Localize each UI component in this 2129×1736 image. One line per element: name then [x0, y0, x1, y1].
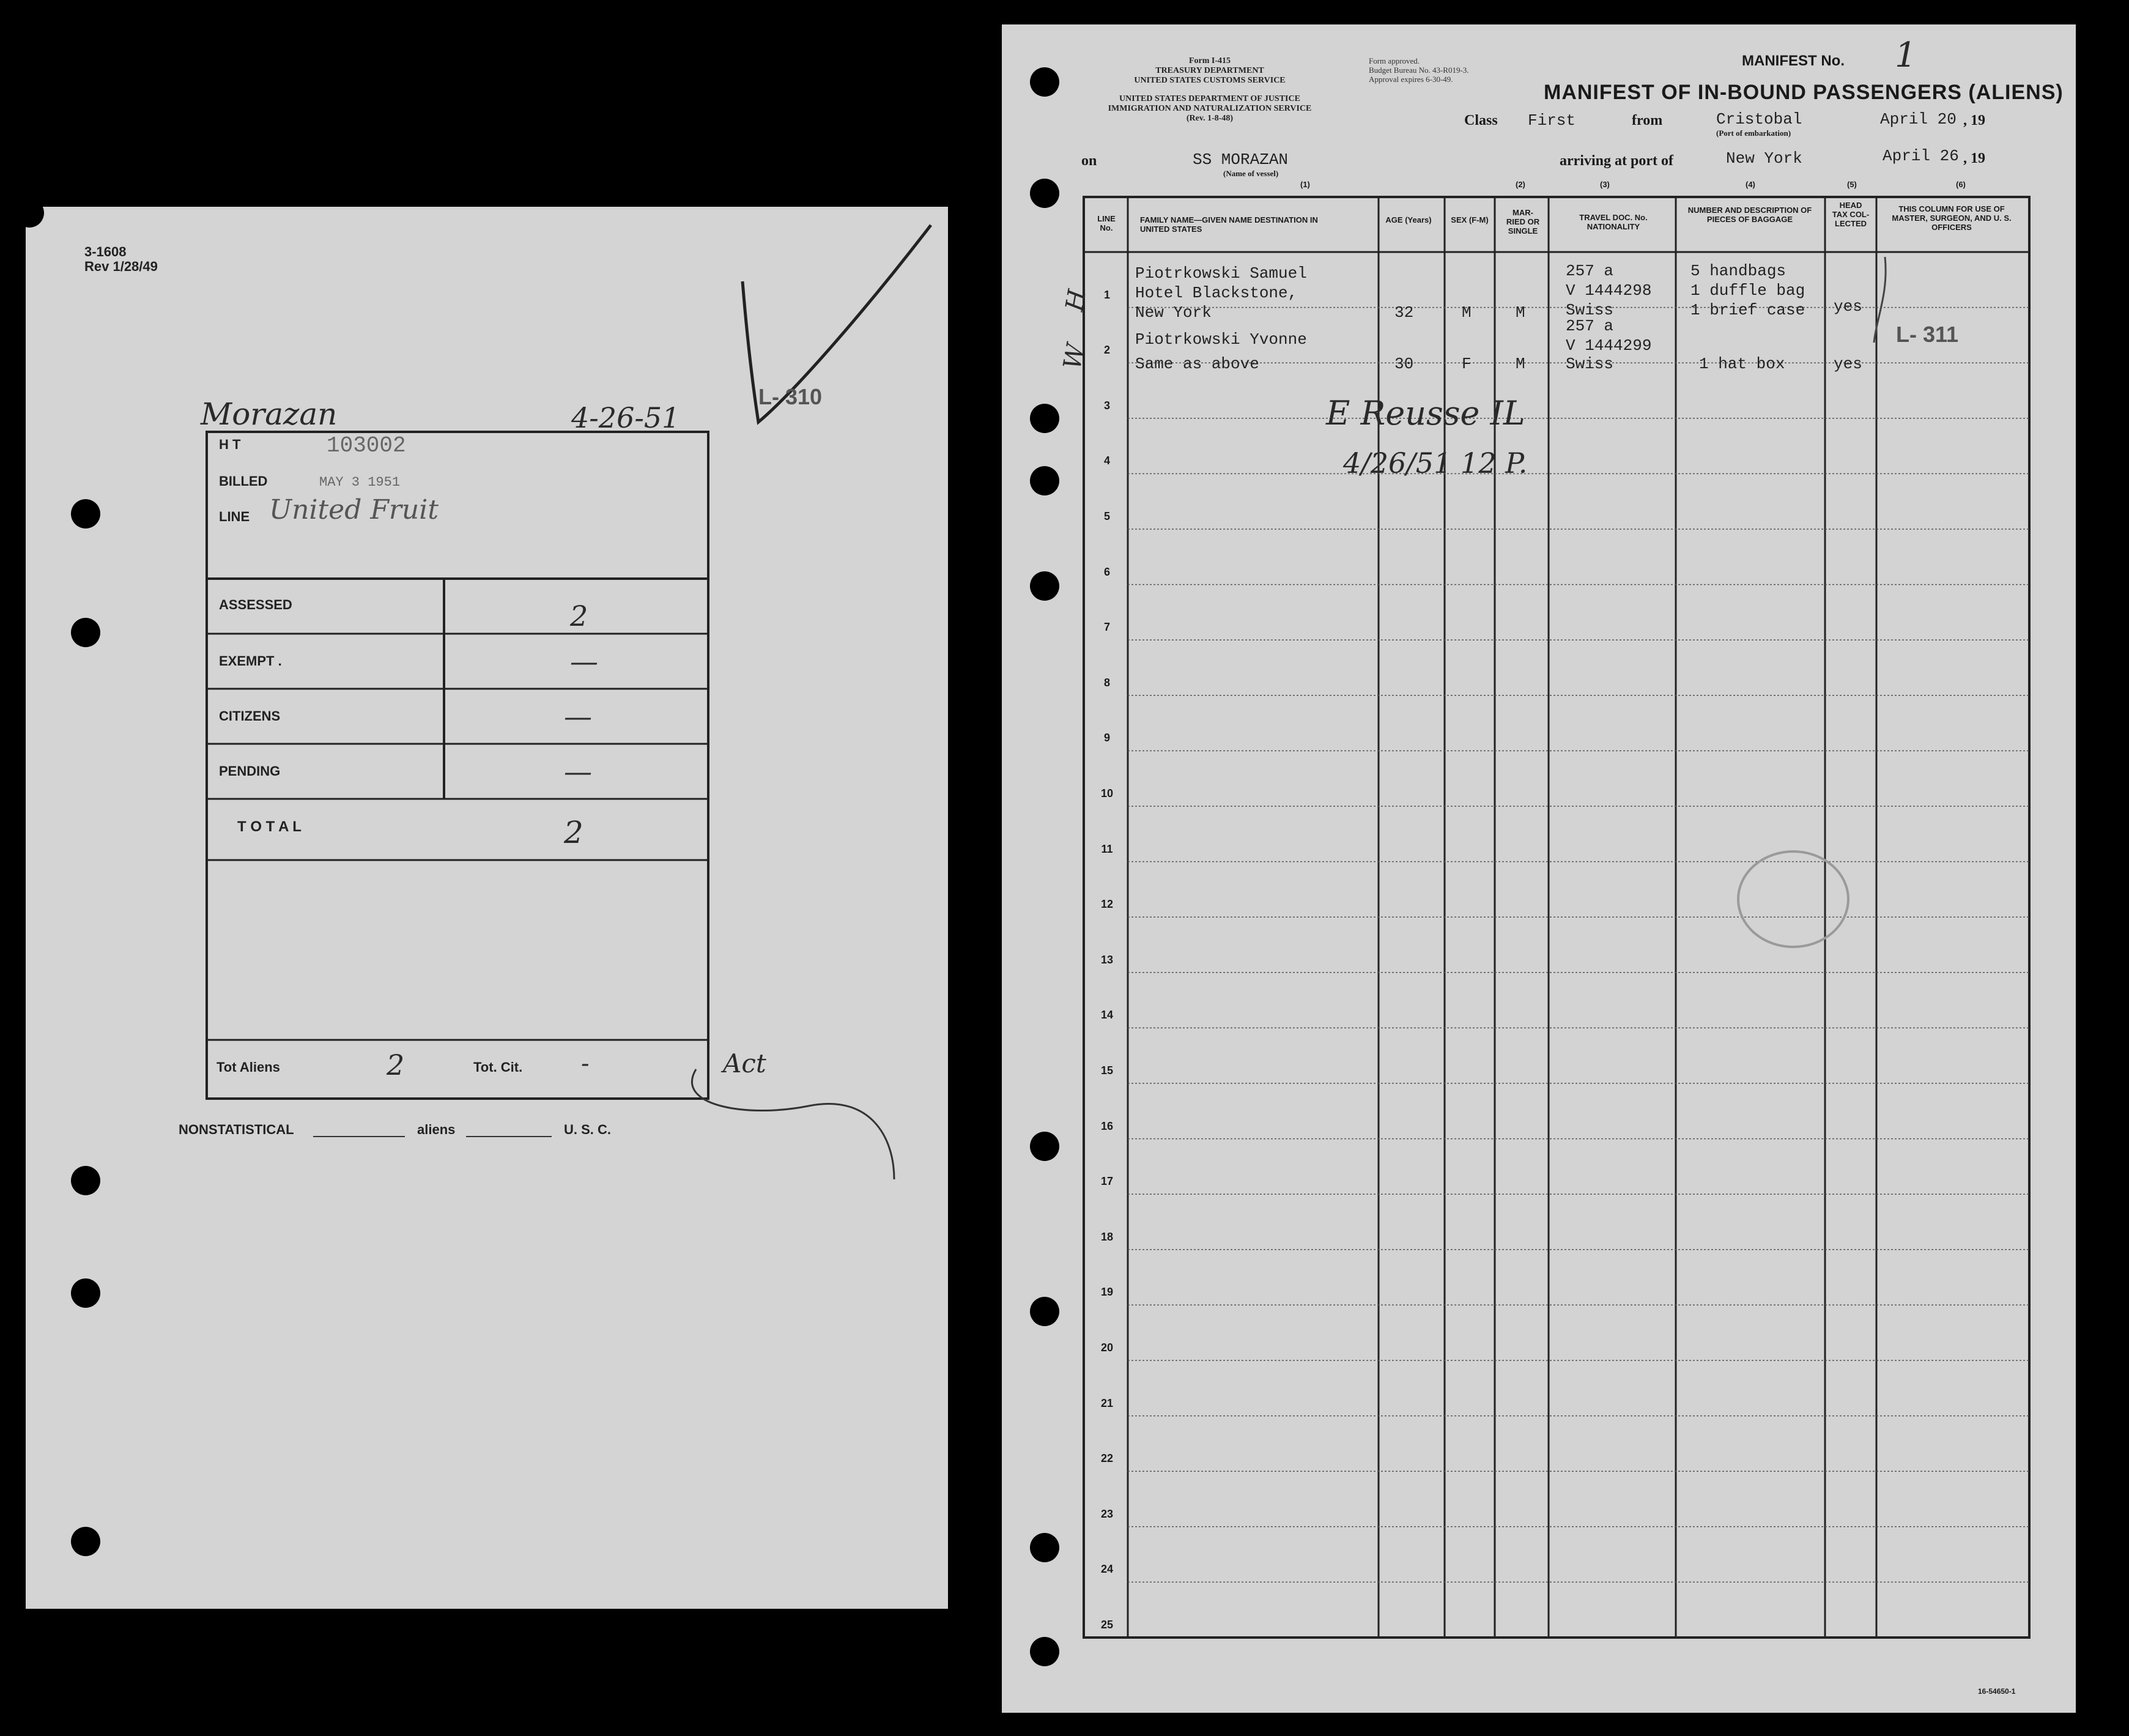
- vessel-caption: (Name of vessel): [1223, 169, 1279, 178]
- col-line-no: LINE No.: [1097, 214, 1116, 232]
- passenger-2-nationality: Swiss: [1566, 355, 1614, 373]
- line-number: 7: [1103, 621, 1110, 634]
- passenger-1-head-tax: yes: [1834, 297, 1862, 316]
- line-number: 17: [1100, 1175, 1114, 1188]
- passenger-1-city: New York: [1135, 303, 1212, 322]
- col-num-5: (5): [1847, 180, 1857, 189]
- passenger-1-bag-1: 5 handbags: [1690, 262, 1787, 280]
- col-num-2: (2): [1516, 180, 1525, 189]
- passenger-manifest: [1002, 24, 2076, 1713]
- col-sex: SEX (F-M): [1451, 215, 1489, 224]
- inspector-signature: E Reusse IL: [1326, 394, 1525, 432]
- margin-mark-1: H: [1060, 287, 1092, 314]
- manifest-no-value: 1: [1895, 35, 1917, 75]
- tot-cit-label: Tot. Cit.: [473, 1059, 523, 1075]
- passenger-2-name: Piotrkowski Yvonne: [1135, 330, 1307, 349]
- billed-stamp: MAY 3 1951: [319, 475, 401, 490]
- arrival-port: New York: [1726, 149, 1802, 168]
- line-number: 3: [1103, 399, 1110, 412]
- line-number: 13: [1100, 953, 1114, 966]
- card-lines: [26, 207, 948, 1609]
- line-number: 16: [1100, 1119, 1114, 1132]
- vessel-name: SS MORAZAN: [1193, 150, 1289, 169]
- class-label: Class: [1464, 113, 1498, 128]
- billed-label: BILLED: [219, 473, 268, 489]
- line-number: 15: [1100, 1064, 1114, 1077]
- passenger-2-age: 30: [1394, 355, 1414, 373]
- manifest-no-label: MANIFEST No.: [1742, 53, 1845, 69]
- col-name: FAMILY NAME—GIVEN NAME DESTINATION IN UNITED STATES: [1140, 215, 1318, 234]
- passenger-2-dest: Same as above: [1135, 355, 1259, 373]
- pending-label: PENDING: [219, 763, 281, 779]
- line-number: 24: [1100, 1563, 1114, 1576]
- arriving-label: arriving at port of: [1560, 153, 1673, 169]
- tot-cit-value: -: [581, 1050, 590, 1078]
- col-head-tax: HEAD TAX COL-LECTED: [1832, 201, 1870, 228]
- passenger-1-name: Piotrkowski Samuel: [1135, 264, 1307, 283]
- treasury-header: Form I-415 TREASURY DEPARTMENT UNITED STATES CUSTOMS SERVICE: [1134, 56, 1286, 85]
- passenger-2-married: M: [1516, 355, 1525, 373]
- line-number: 11: [1101, 842, 1113, 855]
- passenger-1-bag-2: 1 duffle bag: [1690, 281, 1805, 300]
- class-value: First: [1528, 111, 1576, 130]
- line-number: 20: [1100, 1341, 1114, 1354]
- nonstat-label: NONSTATISTICAL: [179, 1122, 294, 1137]
- line-number: 18: [1100, 1230, 1114, 1243]
- total-label: T O T A L: [237, 818, 302, 835]
- line-handwritten: United Fruit: [269, 494, 439, 525]
- aliens-label: aliens: [417, 1122, 456, 1137]
- pending-value: —: [564, 755, 592, 788]
- assessed-label: ASSESSED: [219, 597, 292, 612]
- passenger-1-sex: M: [1462, 303, 1472, 322]
- line-number: 2: [1103, 344, 1110, 357]
- officer-stamp: L- 311: [1896, 322, 1959, 347]
- line-number: 9: [1103, 732, 1110, 744]
- line-label: LINE: [219, 509, 250, 524]
- col-travel: TRAVEL DOC. No. NATIONALITY: [1579, 213, 1648, 231]
- tally-card: [26, 207, 948, 1609]
- approval-note: Form approved. Budget Bureau No. 43-R019-3. Approval expires 6-30-49.: [1369, 56, 1469, 84]
- from-value: Cristobal: [1716, 110, 1802, 128]
- col-officers: THIS COLUMN FOR USE OF MASTER, SURGEON, AND U. S. OFFICERS: [1892, 204, 2012, 232]
- ht-label: H T: [219, 437, 241, 452]
- arrival-year: , 19: [1963, 150, 1985, 166]
- passenger-1-bag-3: 1 brief case: [1690, 301, 1805, 319]
- total-value: 2: [564, 815, 583, 850]
- line-number: 10: [1100, 787, 1114, 799]
- passenger-1-passport: V 1444298: [1566, 281, 1652, 300]
- passenger-2-head-tax: yes: [1834, 355, 1862, 373]
- arrival-date: April 26: [1883, 147, 1959, 165]
- citizens-label: CITIZENS: [219, 708, 281, 724]
- col-married: MAR-RIED OR SINGLE: [1506, 208, 1540, 236]
- passenger-2-sex: F: [1462, 355, 1472, 373]
- passenger-1-married: M: [1516, 303, 1525, 322]
- col-num-1: (1): [1300, 180, 1310, 189]
- passenger-1-dest: Hotel Blackstone,: [1135, 284, 1298, 302]
- passenger-2-passport: V 1444299: [1566, 336, 1652, 355]
- assessed-value: 2: [570, 599, 588, 632]
- line-number: 14: [1100, 1009, 1114, 1022]
- stamp-number: L- 310: [758, 384, 823, 409]
- line-number: 5: [1103, 510, 1110, 522]
- passenger-1-age: 32: [1394, 303, 1414, 322]
- file-number: 3-1608 Rev 1/28/49: [84, 244, 158, 274]
- from-label: from: [1632, 113, 1663, 128]
- col-age: AGE (Years): [1385, 215, 1432, 224]
- justice-header: UNITED STATES DEPARTMENT OF JUSTICE IMMIGRATION AND NATURALIZATION SERVICE (Rev. 1-8-48): [1108, 94, 1312, 123]
- citizens-value: —: [564, 700, 592, 733]
- line-number: 19: [1100, 1286, 1114, 1299]
- passenger-2-doc: 257 a: [1566, 317, 1614, 335]
- passenger-1-nationality: Swiss: [1566, 301, 1614, 319]
- passenger-2-bag-1: 1 hat box: [1699, 355, 1785, 373]
- line-number: 21: [1100, 1397, 1114, 1409]
- col-num-3: (3): [1600, 180, 1610, 189]
- col-num-6: (6): [1956, 180, 1966, 189]
- line-number: 23: [1100, 1507, 1114, 1520]
- line-number: 12: [1100, 898, 1114, 911]
- port-caption: (Port of embarkation): [1716, 128, 1791, 138]
- signature-initials: Act: [723, 1048, 766, 1078]
- margin-mark-2: W: [1058, 341, 1090, 372]
- line-number: 6: [1103, 565, 1110, 578]
- manifest-title: MANIFEST OF IN-BOUND PASSENGERS (ALIENS): [1544, 81, 2064, 104]
- col-num-4: (4): [1746, 180, 1755, 189]
- form-code: 16-54650-1: [1978, 1687, 2016, 1696]
- passenger-1-doc: 257 a: [1566, 262, 1614, 280]
- inspection-date: 4/26/51 12 P.: [1343, 447, 1528, 480]
- date-handwritten: 4-26-51: [571, 401, 680, 434]
- line-number: 8: [1103, 676, 1110, 689]
- col-baggage: NUMBER AND DESCRIPTION OF PIECES OF BAGGAGE: [1687, 206, 1812, 224]
- line-number: 25: [1100, 1619, 1114, 1631]
- faint-stamp: [1002, 24, 2076, 1713]
- line-number: 22: [1100, 1452, 1114, 1465]
- usc-label: U. S. C.: [564, 1122, 612, 1137]
- line-number: 1: [1103, 288, 1110, 301]
- exempt-value: —: [570, 645, 598, 678]
- on-label: on: [1081, 153, 1097, 169]
- line-number: 4: [1103, 454, 1110, 467]
- tot-aliens-label: Tot Aliens: [217, 1059, 280, 1075]
- vessel-handwritten: Morazan: [201, 396, 338, 432]
- depart-date: April 20: [1880, 110, 1957, 128]
- ht-value: 103002: [327, 433, 406, 458]
- exempt-label: EXEMPT .: [219, 653, 282, 669]
- depart-year: , 19: [1963, 113, 1985, 128]
- tot-aliens-value: 2: [387, 1048, 405, 1081]
